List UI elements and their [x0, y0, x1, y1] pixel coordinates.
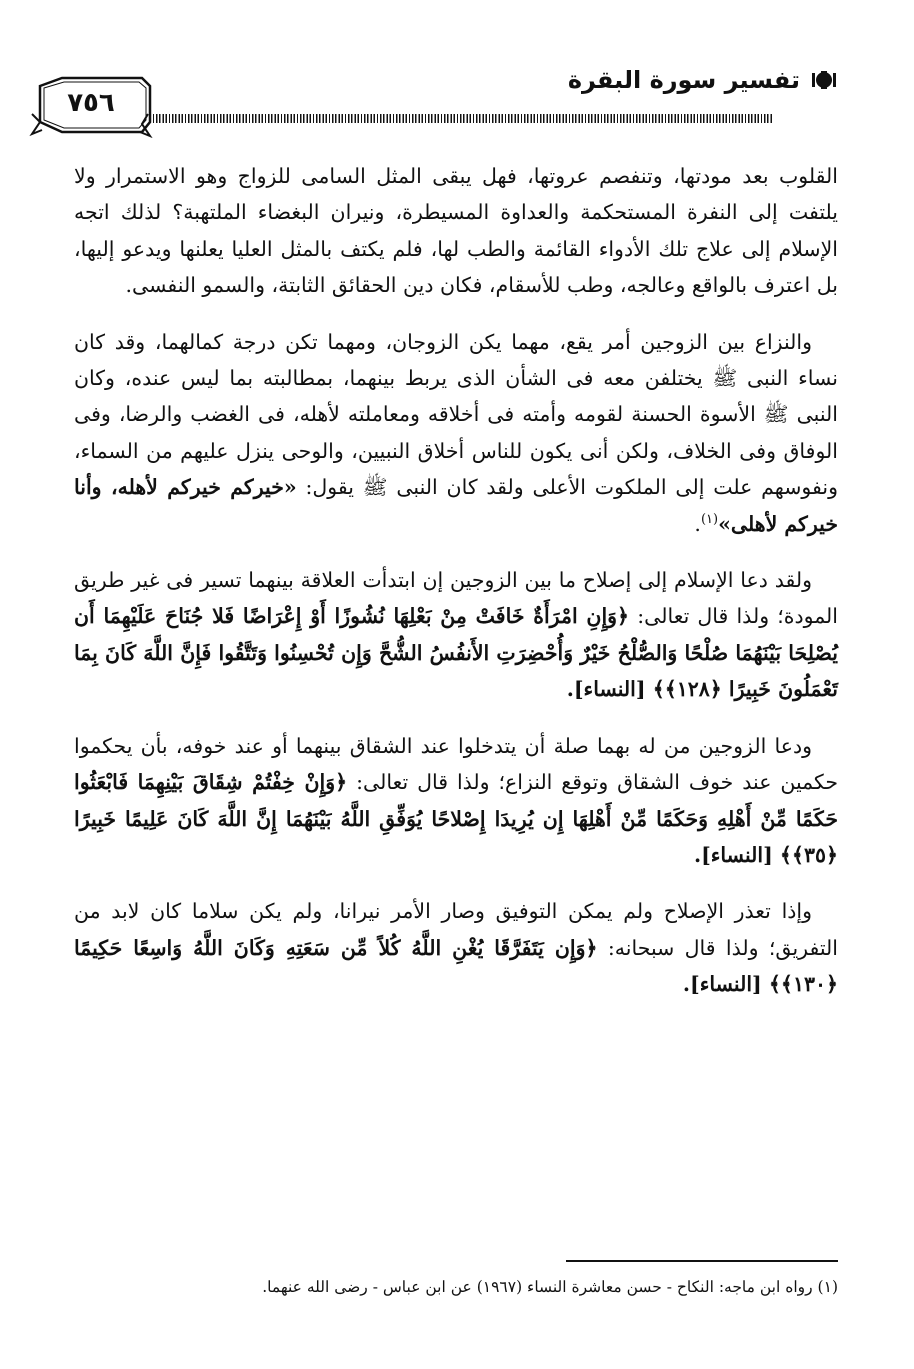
text-run: وإذا تعذر الإصلاح ولم يمكن التوفيق وصار الأمر نيرانا، ولم يكن سلاما كان لابد من التفريق؛ ولذا قال سبحانه: — [74, 899, 838, 960]
text-run: ودعا الزوجين من له بهما صلة أن يتدخلوا عند الشقاق بينهما أو عند خوفه، بأن يحكموا حكمين عند خوف الشقاق وتوقع النزاع؛ ولذا قال تعالى: — [74, 733, 838, 795]
text-run: القلوب بعد مودتها، وتنفصم عروتها، فهل يبقى المثل السامى للزواج وهو الاستمرار ولا يلتفت إلى النفرة المستحكمة والعداوة المسيطرة، ونيران البغضاء الملتهبة؟ لذلك اتجه الإسلام إلى علاج تلك الأدواء القائمة والطب لها، فلم يكتف بالمثل العليا يعلنها ويدعو إليها، بل اعترف بالواقع وعالجه، وطب للأسقام، فكان دين الحقائق الثابتة، والسمو النفسى. — [74, 164, 838, 298]
paragraph — [74, 728, 838, 874]
text-run: والنزاع بين الزوجين أمر يقع، مهما يكن الزوجان، ومهما تكن درجة كمالهما، وقد كان نساء النبى ﷺ يختلفن معه فى الشأن الذى يربط بينهما، بمطالبته بما ليس عنده، وكان النبى ﷺ الأسوة الحسنة لقومه وأمته فى أخلاقه ومعاملته لأهله، فى الغضب والرضا، وفى الوفاق وفى الخلاف، ولكن أنى يكون للناس أخلاق النبيين، والوحى ينزل عليهم من السماء، ونفوسهم علت إلى الملكوت الأعلى ولقد كان النبى ﷺ يقول: — [74, 329, 838, 500]
paragraph — [74, 324, 838, 542]
surah-reference: [النساء]. — [566, 677, 653, 702]
text-run: . — [694, 511, 701, 536]
paragraph — [74, 562, 838, 708]
header-title: تفسير سورة البقرة — [567, 66, 800, 94]
surah-reference: [النساء]. — [682, 972, 769, 997]
running-header — [568, 66, 838, 94]
ornament-icon — [810, 69, 838, 91]
footnote-marker: (١) — [700, 511, 719, 527]
footnote: (١) رواه ابن ماجه: النكاح - حسن معاشرة النساء (١٩٦٧) عن ابن عباس - رضى الله عنهما. — [262, 1278, 838, 1296]
header-rule — [76, 114, 772, 123]
surah-reference: [النساء]. — [693, 842, 780, 867]
page-number: ٧٥٦ — [67, 88, 115, 118]
text-run: ولقد دعا الإسلام إلى إصلاح ما بين الزوجين إن ابتدأت العلاقة بينهما تسير فى غير طريق المودة؛ ولذا قال تعالى: — [74, 568, 838, 629]
quranic-quote: ﴿وَإِنِ امْرَأَةٌ خَافَتْ مِنْ بَعْلِهَا نُشُوزًا أَوْ إِعْرَاضًا فَلا جُنَاحَ عَلَيْهِمَا أَن يُصْلِحَا بَيْنَهُمَا صُلْحًا وَالصُّلْحُ خَيْرٌ وَأُحْضِرَتِ الأَنفُسُ الشُّحَّ وَإِن تُحْسِنُوا وَتَتَّقُوا فَإِنَّ اللَّهَ كَانَ بِمَا تَعْمَلُونَ خَبِيرًا ﴿١٢٨﴾﴾ — [74, 604, 838, 702]
quranic-quote: ﴿وَإِنْ خِفْتُمْ شِقَاقَ بَيْنِهِمَا فَابْعَثُوا حَكَمًا مِّنْ أَهْلِهِ وَحَكَمًا مِّنْ أَهْلِهَا إِن يُرِيدَا إِصْلاحًا يُوَفِّقِ اللَّهُ بَيْنَهُمَا إِنَّ اللَّهَ كَانَ عَلِيمًا خَبِيرًا ﴿٣٥﴾﴾ — [74, 770, 838, 867]
paragraph — [74, 158, 838, 304]
main-text — [74, 158, 838, 1023]
footnote-separator — [566, 1260, 838, 1262]
quranic-quote: ﴿وَإِن يَتَفَرَّقَا يُغْنِ اللَّهُ كُلاً مِّن سَعَتِهِ وَكَانَ اللَّهُ وَاسِعًا حَكِيمًا ﴿١٣٠﴾﴾ — [74, 935, 838, 997]
quranic-quote: «خيركم خيركم لأهله، وأنا خيركم لأهلى» — [74, 475, 838, 536]
paragraph — [74, 893, 838, 1002]
